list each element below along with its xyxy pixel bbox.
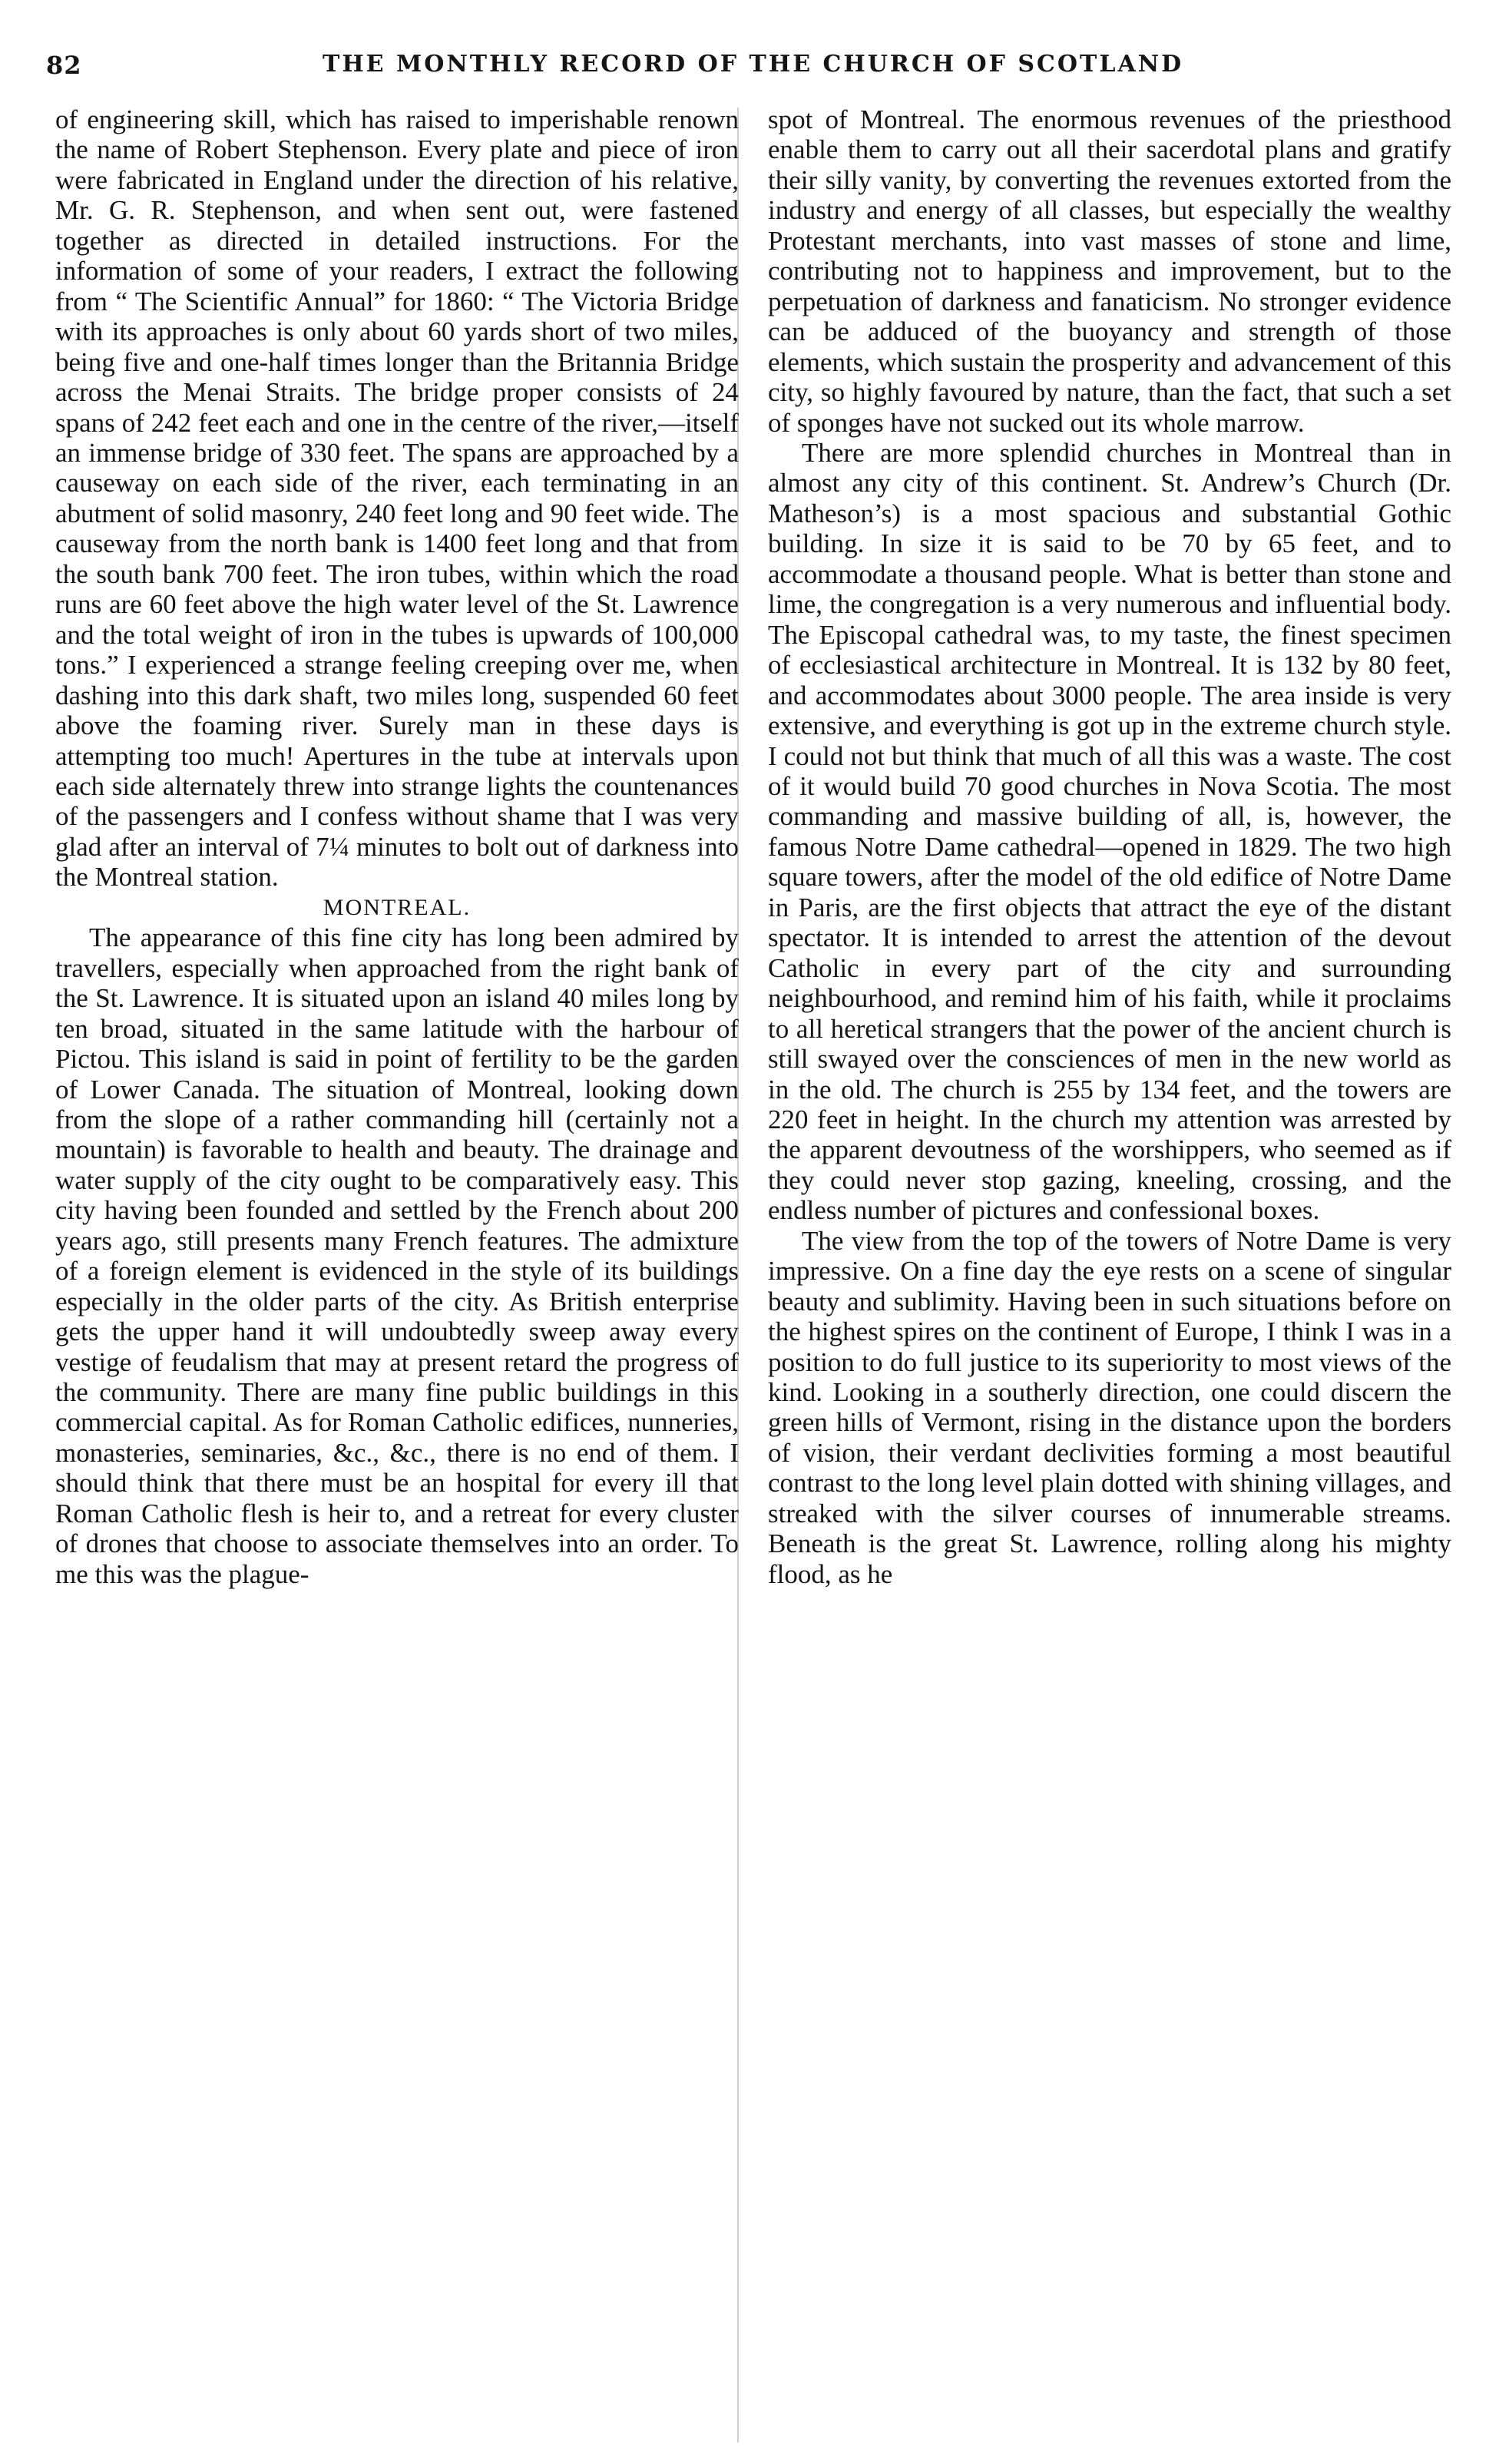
right-paragraph-priesthood: spot of Montreal. The enormous revenues of the priesthood enable them to carry out all their sacerdotal plans and gratify their silly vanity, by converting the revenues extorted from the industry and energy of all classes, but especially the wealthy Protestant merchants, into vast masses of stone and lime, contributing not to happiness and improvement, but to the perpetuation of darkness and fanaticism. No stronger evidence can be adduced of the buoyancy and strength of those elements, which sustain the prosperity and advancement of this city, so highly favoured by nature, than the fact, that such a set of sponges have not sucked out its whole marrow. — [768, 104, 1451, 438]
right-column — [768, 104, 1451, 2447]
left-paragraph-engineering: of engineering skill, which has raised to imperishable renown the name of Robert Stephenson. Every plate and piece of iron were fabricated in England under the direction of his relative, Mr. G. R. Stephenson, and when sent out, were fastened together as directed in detailed instructions. For the information of some of your readers, I extract the following from “ The Scientific Annual” for 1860: “ The Victoria Bridge with its approaches is only about 60 yards short of two miles, being five and one-half times longer than the Britannia Bridge across the Menai Straits. The bridge proper consists of 24 spans of 242 feet each and one in the centre of the river,—itself an immense bridge of 330 feet. The spans are approached by a causeway on each side of the river, each terminating in an abutment of solid masonry, 240 feet long and 90 feet wide. The causeway from the north bank is 1400 feet long and that from the south bank 700 feet. The iron tubes, within which the road runs are 60 feet above the high water level of the St. Lawrence and the total weight of iron in the tubes is upwards of 100,000 tons.” I experienced a strange feeling creeping over me, when dashing into this dark shaft, two miles long, suspended 60 feet above the foaming river. Surely man in these days is attempting too much! Apertures in the tube at intervals upon each side alternately threw into strange lights the countenances of the passengers and I confess without shame that I was very glad after an interval of 7¼ minutes to bolt out of darkness into the Montreal station. — [55, 104, 739, 893]
right-paragraph-churches: There are more splendid churches in Montreal than in almost any city of this continent. St. Andrew’s Church (Dr. Matheson’s) is a most spacious and substantial Gothic building. In size it is said to be 70 by 65 feet, and to accommodate a thousand people. What is better than stone and lime, the congregation is a very numerous and influential body. The Episcopal cathedral was, to my taste, the finest specimen of ecclesiastical architecture in Montreal. It is 132 by 80 feet, and accommodates about 3000 people. The area inside is very extensive, and everything is got up in the extreme church style. I could not but think that much of all this was a waste. The cost of it would build 70 good churches in Nova Scotia. The most commanding and massive building of all, is, however, the famous Notre Dame cathedral—opened in 1829. The two high square towers, after the model of the old edifice of Notre Dame in Paris, are the first objects that attract the eye of the distant spectator. It is intended to arrest the attention of the devout Catholic in every part of the city and surrounding neighbourhood, and remind him of his faith, while it proclaims to all heretical strangers that the power of the ancient church is still swayed over the consciences of men in the new world as in the old. The church is 255 by 134 feet, and the towers are 220 feet in height. In the church my attention was arrested by the apparent devoutness of the worshippers, who seemed as if they could never stop gazing, kneeling, crossing, and the endless number of pictures and confessional boxes. — [768, 437, 1451, 1226]
right-paragraph-view: The view from the top of the towers of Notre Dame is very impressive. On a fine day the eye rests on a scene of singular beauty and sublimity. Having been in such situations before on the highest spires on the continent of Europe, I think I was in a position to do full justice to its superiority to most views of the kind. Looking in a southerly direction, one could discern the green hills of Vermont, rising in the distance upon the borders of vision, their verdant declivities forming a most beautiful contrast to the long level plain dotted with shining villages, and streaked with the silver courses of innumerable streams. Beneath is the great St. Lawrence, rolling along his mighty flood, as he — [768, 1225, 1451, 1589]
left-paragraph-montreal: The appearance of this fine city has long been admired by travellers, especially when approached from the right bank of the St. Lawrence. It is situated upon an island 40 miles long by ten broad, situated in the same latitude with the harbour of Pictou. This island is said in point of fertility to be the garden of Lower Canada. The situation of Montreal, looking down from the slope of a rather commanding hill (certainly not a mountain) is favorable to health and beauty. The drainage and water supply of the city ought to be comparatively easy. This city having been founded and settled by the French about 200 years ago, still presents many French features. The admixture of a foreign element is evidenced in the style of its buildings especially in the older parts of the city. As British enterprise gets the upper hand it will undoubtedly sweep away every vestige of feudalism that may at present retard the progress of the community. There are many fine public buildings in this commercial capital. As for Roman Catholic edifices, nunneries, monasteries, seminaries, &c., &c., there is no end of them. I should think that there must be an hospital for every ill that Roman Catholic flesh is heir to, and a retreat for every cluster of drones that choose to associate themselves into an order. To me this was the plague- — [55, 922, 739, 1589]
page-number: 82 — [46, 51, 82, 80]
running-head: THE MONTHLY RECORD OF THE CHURCH OF SCOTLAND — [323, 51, 1184, 78]
page-header — [46, 51, 1184, 89]
column-divider — [737, 108, 739, 2442]
section-heading-montreal: MONTREAL. — [323, 894, 472, 920]
left-column — [55, 104, 739, 2447]
